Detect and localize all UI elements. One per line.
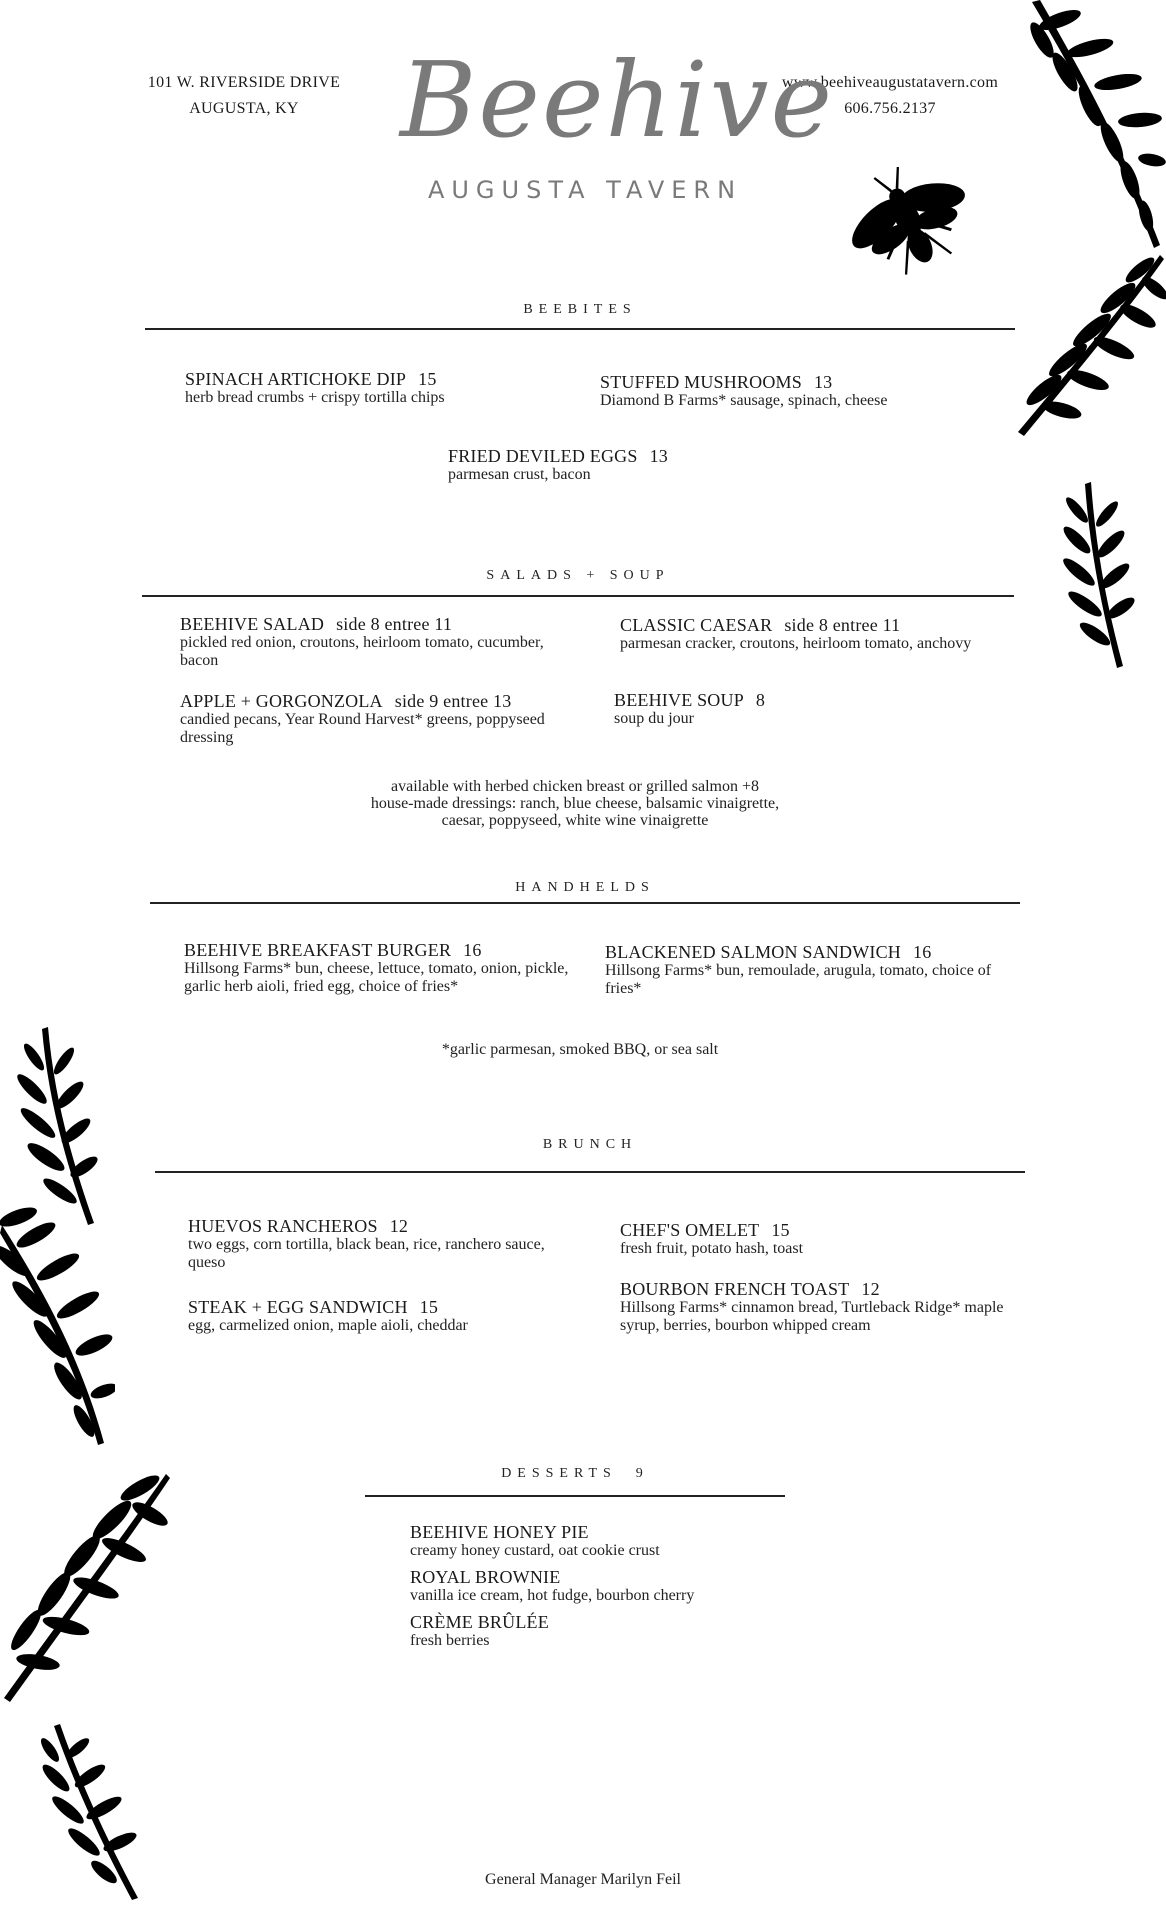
menu-item <box>614 691 994 728</box>
item-name: CLASSIC CAESAR side 8 entree 11 <box>620 615 901 635</box>
menu-item <box>620 616 1000 653</box>
menu-item <box>184 941 574 996</box>
menu-item <box>410 1613 810 1650</box>
section-rule <box>145 328 1015 330</box>
item-description: Hillsong Farms* bun, cheese, lettuce, tomato, onion, pickle, garlic herb aioli, fried egg, choice of fries* <box>184 960 569 995</box>
item-name: BEEHIVE HONEY PIE <box>410 1522 589 1542</box>
address-street: 101 W. RIVERSIDE DRIVE <box>147 74 341 91</box>
item-description: Hillsong Farms* bun, remoulade, arugula, tomato, choice of fries* <box>605 962 992 997</box>
item-name: BEEHIVE SALAD side 8 entree 11 <box>180 614 453 634</box>
menu-item <box>185 370 585 407</box>
item-name: BEEHIVE BREAKFAST BURGER 16 <box>184 940 482 960</box>
item-name: FRIED DEVILED EGGS 13 <box>448 446 668 466</box>
item-description: parmesan crust, bacon <box>448 466 591 483</box>
item-name: CRÈME BRÛLÉE <box>410 1612 549 1632</box>
logo <box>400 39 835 204</box>
fern-leaf-icon <box>38 1722 148 1900</box>
item-price: 8 <box>755 690 766 710</box>
item-price: 16 <box>463 940 482 960</box>
menu-item <box>605 943 1005 998</box>
item-description: Diamond B Farms* sausage, spinach, cheese <box>600 392 888 409</box>
menu-item <box>448 447 798 484</box>
item-name: BLACKENED SALMON SANDWICH 16 <box>605 942 932 962</box>
section-title-desserts: DESSERTS 9 <box>501 1466 649 1481</box>
section-rule <box>142 595 1014 597</box>
item-name: ROYAL BROWNIE <box>410 1567 561 1587</box>
section-title-brunch: BRUNCH <box>542 1137 638 1152</box>
item-price: 13 <box>649 446 668 466</box>
item-description: fresh fruit, potato hash, toast <box>620 1240 804 1257</box>
note-line: house-made dressings: ranch, blue cheese, balsamic vinaigrette, <box>370 795 780 812</box>
fern-leaf-icon <box>1055 480 1135 670</box>
section-title-handhelds: HANDHELDS <box>515 880 655 895</box>
fern-leaf-icon <box>0 1470 170 1705</box>
item-price: side 9 entree 13 <box>394 691 512 711</box>
item-name: BOURBON FRENCH TOAST 12 <box>620 1279 880 1299</box>
item-description: candied pecans, Year Round Harvest* greens, poppyseed dressing <box>180 711 545 746</box>
note-line: caesar, poppyseed, white wine vinaigrette <box>441 812 709 829</box>
section-rule <box>150 902 1020 904</box>
menu-item <box>180 615 555 670</box>
item-description: fresh berries <box>410 1632 490 1649</box>
item-description: Hillsong Farms* cinnamon bread, Turtleback Ridge* maple syrup, berries, bourbon whipped cream <box>620 1299 1004 1334</box>
salads-note <box>230 778 920 829</box>
section-title-beebites: BEEBITES <box>523 302 637 317</box>
item-price: side 8 entree 11 <box>336 614 453 634</box>
item-name: SPINACH ARTICHOKE DIP 15 <box>185 369 437 389</box>
fern-leaf-icon <box>0 1195 115 1445</box>
item-description: creamy honey custard, oat cookie crust <box>410 1542 660 1559</box>
section-rule <box>155 1171 1025 1173</box>
menu-item <box>600 373 1000 410</box>
bee-icon <box>836 155 976 285</box>
item-price: 15 <box>771 1220 790 1240</box>
dessert-list <box>410 1523 810 1650</box>
section-rule <box>365 1495 785 1497</box>
logo-script: Beehive <box>400 39 835 161</box>
item-price: 16 <box>913 942 932 962</box>
website-link[interactable]: www.beehiveaugustatavern.com <box>781 74 999 91</box>
menu-item <box>410 1568 810 1605</box>
menu-item <box>188 1298 578 1335</box>
logo-subtitle: AUGUSTA TAVERN <box>427 176 743 204</box>
item-price: 15 <box>418 369 437 389</box>
item-name: STEAK + EGG SANDWICH 15 <box>188 1297 439 1317</box>
address-city: AUGUSTA, KY <box>189 100 299 117</box>
fries-note: *garlic parmesan, smoked BBQ, or sea salt <box>441 1041 719 1058</box>
item-description: two eggs, corn tortilla, black bean, rice, ranchero sauce, queso <box>188 1236 545 1271</box>
item-price: 15 <box>419 1297 439 1317</box>
item-name: STUFFED MUSHROOMS 13 <box>600 372 833 392</box>
item-description: parmesan cracker, croutons, heirloom tomato, anchovy <box>620 635 972 652</box>
menu-item <box>188 1217 578 1272</box>
item-description: herb bread crumbs + crispy tortilla chips <box>185 389 445 406</box>
item-name: HUEVOS RANCHEROS 12 <box>188 1216 409 1236</box>
item-description: egg, carmelized onion, maple aioli, cheddar <box>188 1317 468 1334</box>
item-price: 13 <box>813 372 833 392</box>
menu-item <box>410 1523 810 1560</box>
item-name: CHEF'S OMELET 15 <box>620 1220 790 1240</box>
phone-number[interactable]: 606.756.2137 <box>844 100 936 117</box>
item-name: BEEHIVE SOUP 8 <box>614 690 766 710</box>
item-name: APPLE + GORGONZOLA side 9 entree 13 <box>180 691 512 711</box>
note-line: available with herbed chicken breast or grilled salmon +8 <box>390 778 759 795</box>
item-description: soup du jour <box>614 710 694 727</box>
fern-leaf-icon <box>1020 0 1166 250</box>
address-block <box>134 70 354 122</box>
section-title-salads: SALADS + SOUP <box>486 568 670 583</box>
item-price: 12 <box>389 1216 409 1236</box>
item-price: 12 <box>861 1279 880 1299</box>
item-price: side 8 entree 11 <box>784 615 901 635</box>
menu-item <box>180 692 560 747</box>
fern-leaf-icon <box>1010 250 1166 440</box>
menu-item <box>620 1280 1040 1335</box>
item-description: vanilla ice cream, hot fudge, bourbon cherry <box>410 1587 695 1604</box>
item-description: pickled red onion, croutons, heirloom tomato, cucumber, bacon <box>180 634 544 669</box>
menu-item <box>620 1221 1020 1258</box>
footer-manager: General Manager Marilyn Feil <box>485 1871 681 1888</box>
